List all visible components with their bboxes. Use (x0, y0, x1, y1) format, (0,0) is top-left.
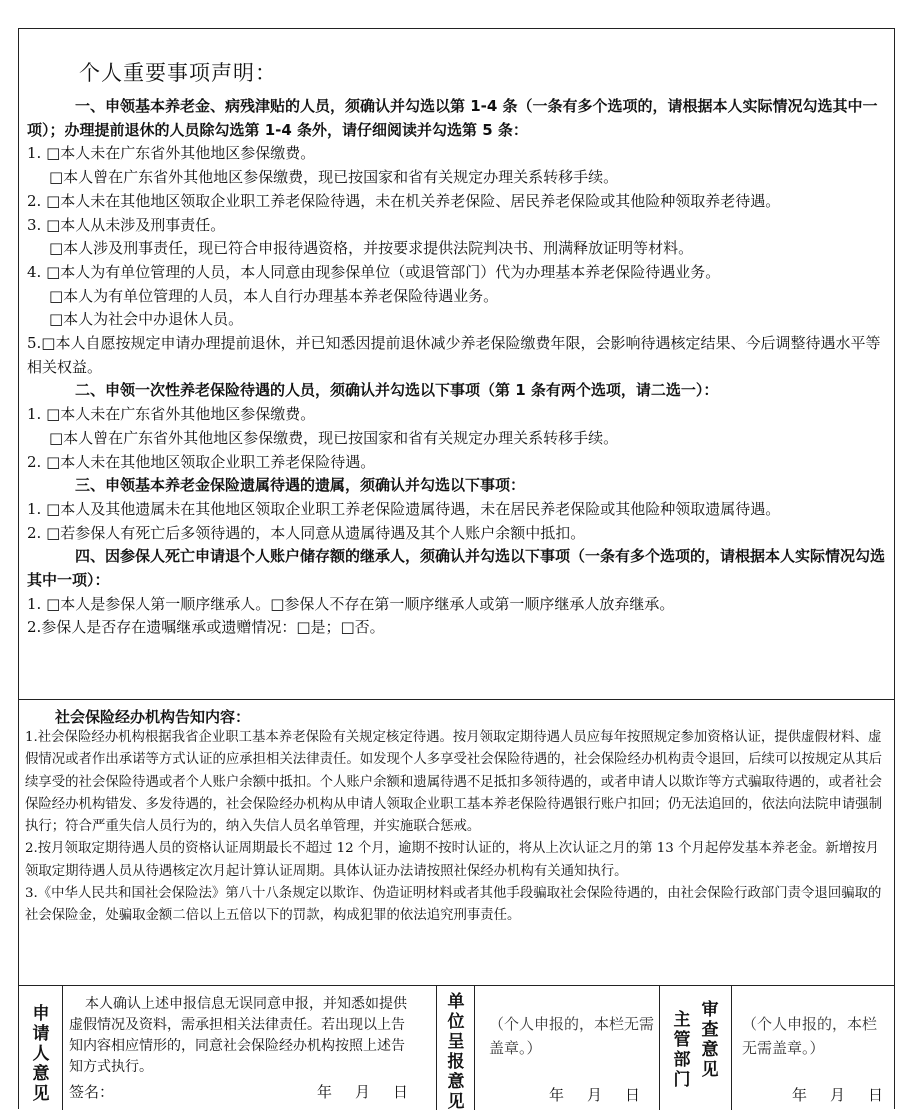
notice-section (19, 700, 894, 986)
declaration-body (27, 95, 889, 640)
unit-label-cell (437, 986, 475, 1110)
notice-item: 1.社会保险经办机构根据我省企业职工基本养老保险有关规定核定待遇。按月领取定期待遇人员应每年按照规定参加资格认证，提供虚假材料、虚假情况或者作出承诺等方式认证的应承担相关法律责任。如发现个人多享受社会保险待遇的，社会保险经办机构责令退回，后续可以按规定从其后续享受的社会保险待遇或者个人账户余额中抵扣。个人账户余额和遗属待遇不足抵扣多领待遇的，或者申请人以欺诈等方式骗取待遇的，或者社会保险经办机构错发、多发待遇的，社会保险经办机构从申请人领取企业职工基本养老保险待遇银行账户扣回；仍无法追回的，依法向法院申请强制执行；符合严重失信人员行为的，纳入失信人员名单管理，并实施联合惩戒。 (25, 730, 882, 835)
section1-item[interactable]: □本人涉及刑事责任，现已符合申报待遇资格，并按要求提供法院判决书、刑满释放证明等材料。 (49, 239, 694, 258)
unit-label: 单位呈报意见 (447, 992, 465, 1112)
section4-item[interactable]: 2.参保人是否存在遗嘱继承或遗赠情况：□是；□否。 (27, 618, 385, 637)
section1-item[interactable]: 5.□本人自愿按规定申请办理提前退休，并已知悉因提前退休减少养老保险缴费年限，会影响待遇核定结果、今后调整待遇水平等相关权益。 (27, 334, 881, 376)
section1-item[interactable]: □本人为有单位管理的人员，本人自行办理基本养老保险待遇业务。 (49, 286, 499, 305)
section2-item[interactable]: □本人曾在广东省外其他地区参保缴费，现已按国家和省有关规定办理关系转移手续。 (49, 428, 619, 447)
section4-heading: 四、因参保人死亡申请退个人账户储存额的继承人，须确认并勾选以下事项（一条有多个选项的，请根据本人实际情况勾选其中一项）： (27, 547, 886, 590)
section2-item[interactable]: 2. □本人未在其他地区领取企业职工养老保险待遇。 (27, 452, 376, 471)
unit-opinion-cell (475, 986, 660, 1110)
section1-heading: 一、申领基本养老金、病残津贴的人员，须确认并勾选以第 1-4 条（一条有多个选项的，请根据本人实际情况勾选其中一项）；办理提前退休的人员除勾选第 1-4 条外，请仔细阅读并勾选第 5 条： (27, 97, 878, 139)
section3-item[interactable]: 2. □若参保人有死亡后多领待遇的，本人同意从遗属待遇及其个人账户余额中抵扣。 (27, 523, 586, 542)
dept-label-cell (660, 986, 732, 1110)
section1-item[interactable]: □本人为社会中办退休人员。 (49, 310, 244, 329)
page-title: 个人重要事项声明： (79, 61, 277, 85)
notice-body (25, 727, 889, 928)
section1-item[interactable]: 2. □本人未在其他地区领取企业职工养老保险待遇，未在机关养老保险、居民养老保险或其他险种领取养老待遇。 (27, 191, 781, 210)
section2-heading: 二、申领一次性养老保险待遇的人员，须确认并勾选以下事项（第 1 条有两个选项，请二选一）： (75, 381, 719, 400)
applicant-label-cell (19, 986, 63, 1110)
section1-item[interactable]: □本人曾在广东省外其他地区参保缴费，现已按国家和省有关规定办理关系转移手续。 (49, 168, 619, 187)
section3-item[interactable]: 1. □本人及其他遗属未在其他地区领取企业职工养老保险遗属待遇，未在居民养老保险或其他险种领取遗属待遇。 (27, 499, 781, 518)
signature-table (19, 986, 894, 1110)
section3-heading: 三、申领基本养老金保险遗属待遇的遗属，须确认并勾选以下事项： (75, 476, 526, 495)
applicant-statement: 本人确认上述申报信息无误同意申报，并知悉如提供虚假情况及资料，需承担相关法律责任。若出现以上告知内容相应情形的，同意社会保险经办机构按照上述告知方式执行。 (69, 996, 407, 1075)
notice-item: 2.按月领取定期待遇人员的资格认证周期最长不超过 12 个月，逾期不按时认证的，将从上次认证之月的第 13 个月起停发基本养老金。新增按月领取定期待遇人员从待遇核定次月起计算认证周期。具体认证办法请按照社保经办机构有关通知执行。 (25, 841, 879, 879)
declaration-section (19, 29, 894, 700)
section4-item[interactable]: 1. □本人是参保人第一顺序继承人。□参保人不存在第一顺序继承人或第一顺序继承人放弃继承。 (27, 594, 675, 613)
declaration-form (18, 28, 895, 1112)
notice-title: 社会保险经办机构告知内容： (55, 708, 251, 726)
review-opinion-cell (732, 986, 894, 1110)
review-label: 审查意见 (701, 1000, 719, 1080)
section1-item[interactable]: 3. □本人从未涉及刑事责任。 (27, 215, 226, 234)
section1-item[interactable]: 1. □本人未在广东省外其他地区参保缴费。 (27, 144, 316, 163)
review-date[interactable]: 年 月 日 (792, 1086, 888, 1104)
unit-note: （个人申报的，本栏无需盖章。） (489, 1015, 655, 1057)
review-note: （个人申报的，本栏无需盖章。） (742, 1015, 878, 1057)
applicant-label: 申请人意见 (32, 1004, 50, 1104)
notice-item: 3.《中华人民共和国社会保险法》第八十八条规定以欺诈、伪造证明材料或者其他手段骗取社会保险待遇的，由社会保险行政部门责令退回骗取的社会保险金，处骗取金额二倍以上五倍以下的罚款，构成犯罪的依法追究刑事责任。 (25, 886, 882, 924)
dept-label: 主管部门 (673, 1010, 691, 1090)
signature-label[interactable]: 签名： (69, 1083, 115, 1101)
unit-date[interactable]: 年 月 日 (549, 1086, 645, 1104)
applicant-date[interactable]: 年 月 日 (317, 1083, 413, 1101)
section2-item[interactable]: 1. □本人未在广东省外其他地区参保缴费。 (27, 405, 316, 424)
applicant-opinion-cell (63, 986, 437, 1110)
section1-item[interactable]: 4. □本人为有单位管理的人员，本人同意由现参保单位（或退管部门）代为办理基本养老保险待遇业务。 (27, 262, 721, 281)
